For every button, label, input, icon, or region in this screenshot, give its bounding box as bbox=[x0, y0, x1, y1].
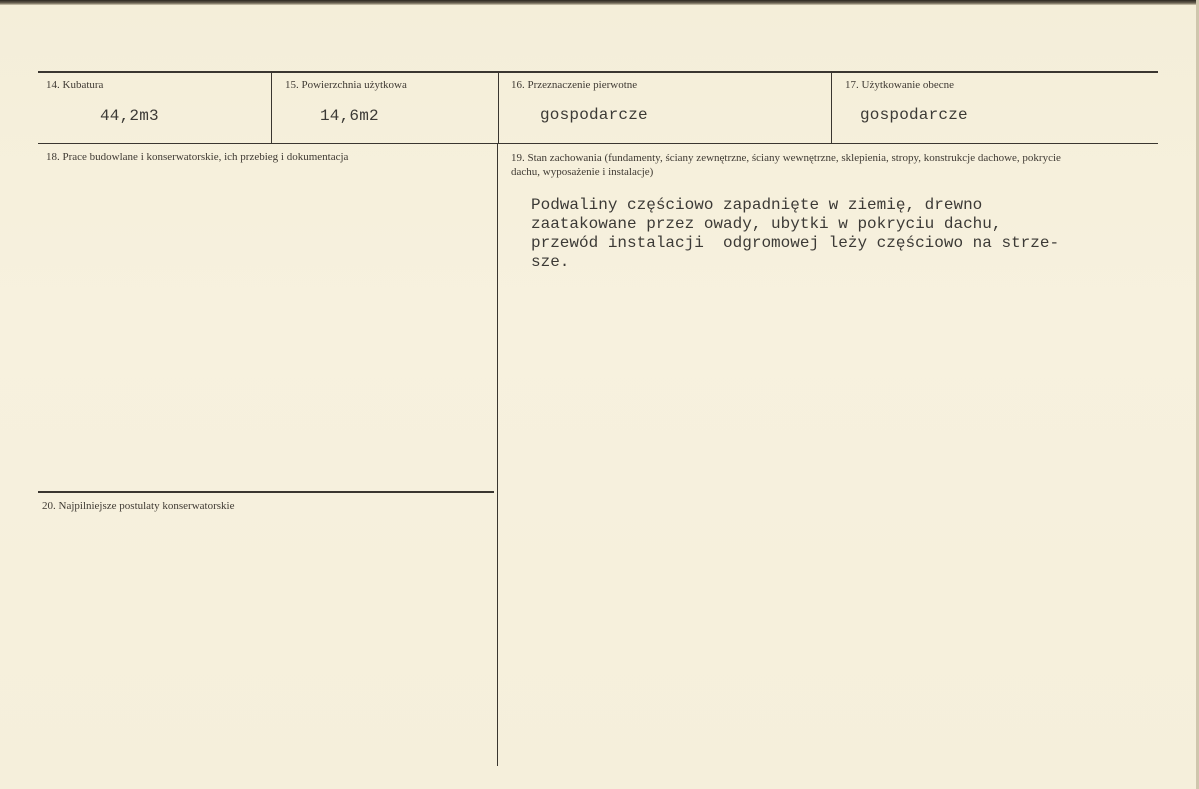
card-top-edge bbox=[0, 0, 1199, 5]
field-19-label: 19. Stan zachowania (fundamenty, ściany zewnętrzne, ściany wewnętrzne, sklepienia, stropy, konstrukcje dachowe, pokrycie dachu, wyposażenie i instalacje) bbox=[511, 152, 1061, 178]
field-19-line: sze. bbox=[531, 253, 570, 271]
field-20-label: 20. Najpilniejsze postulaty konserwatorskie bbox=[42, 500, 235, 512]
field-19-line: przewód instalacji odgromowej leży częściowo na strze- bbox=[531, 234, 1060, 252]
field-17-value: gospodarcze bbox=[860, 106, 968, 124]
divider-16-17 bbox=[831, 72, 832, 143]
divider-15-16 bbox=[498, 72, 499, 143]
field-16-label: 16. Przeznaczenie pierwotne bbox=[511, 79, 638, 91]
field-19-line: Podwaliny częściowo zapadnięte w ziemię, drewno bbox=[531, 196, 983, 214]
field-14-value: 44,2m3 bbox=[100, 107, 159, 125]
field-14-label: 14. Kubatura bbox=[46, 79, 104, 91]
field20-top-rule bbox=[38, 491, 494, 493]
row1-bottom-rule bbox=[38, 143, 1158, 144]
field-15-value: 14,6m2 bbox=[320, 107, 379, 125]
divider-main-column bbox=[497, 144, 498, 766]
field-19-text bbox=[531, 196, 1059, 272]
top-rule bbox=[38, 71, 1158, 73]
field-18-label: 18. Prace budowlane i konserwatorskie, ich przebieg i dokumentacja bbox=[46, 151, 349, 163]
field-17-label: 17. Użytkowanie obecne bbox=[845, 79, 955, 91]
divider-14-15 bbox=[271, 72, 272, 143]
field-19-line: zaatakowane przez owady, ubytki w pokryciu dachu, bbox=[531, 215, 1002, 233]
field-15-label: 15. Powierzchnia użytkowa bbox=[285, 79, 407, 91]
field-16-value: gospodarcze bbox=[540, 106, 648, 124]
